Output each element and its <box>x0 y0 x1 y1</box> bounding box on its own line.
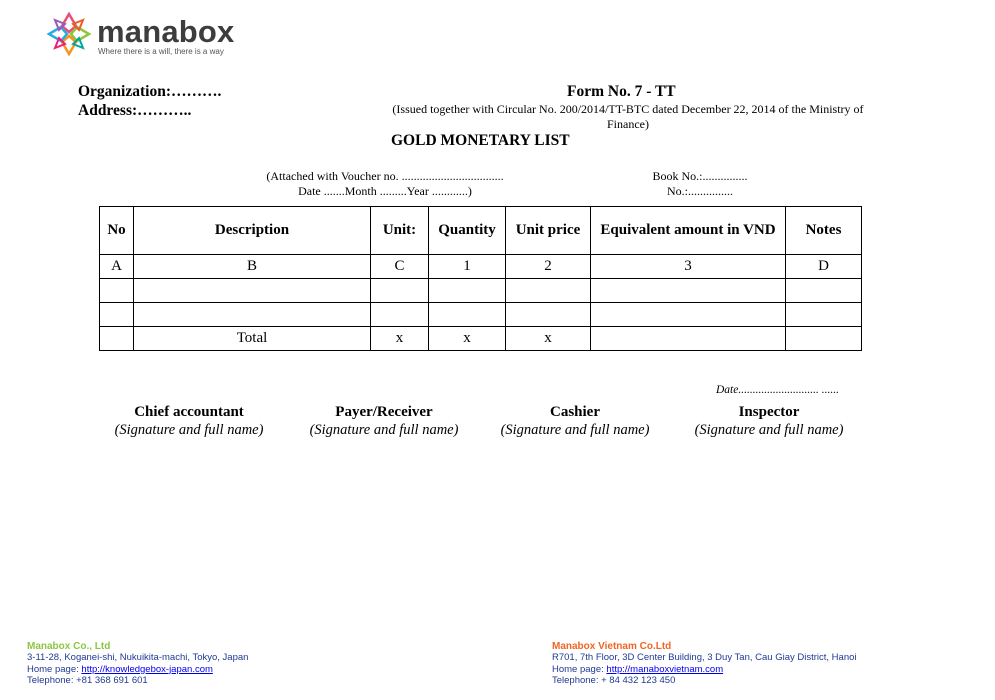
organization-label: Organization:………. <box>78 83 222 100</box>
table-cell <box>134 279 371 303</box>
logo-brand: manabox <box>97 14 235 49</box>
signature-cashier <box>475 403 675 440</box>
voucher-line-2: Date .......Month .........Year ............) <box>298 184 472 198</box>
code-cell: D <box>786 255 862 279</box>
table-row <box>100 279 862 303</box>
table-cell <box>371 279 429 303</box>
document-no: No.:............... <box>667 184 733 198</box>
table-cell <box>506 279 591 303</box>
total-cell: x <box>371 327 429 351</box>
code-cell: 2 <box>506 255 591 279</box>
header-equivalent-amount: Equivalent amount in VND <box>591 207 786 255</box>
header-quantity: Quantity <box>429 207 506 255</box>
footer-left-telephone: Telephone: +81 368 691 601 <box>27 674 148 686</box>
signature-note: (Signature and full name) <box>309 422 459 438</box>
signature-role: Inspector <box>738 404 800 420</box>
code-cell: A <box>100 255 134 279</box>
table-cell <box>134 303 371 327</box>
total-cell: x <box>429 327 506 351</box>
table-cell <box>100 279 134 303</box>
table-cell <box>786 279 862 303</box>
voucher-line-1: (Attached with Voucher no. .................................. <box>266 169 504 183</box>
total-label: Total <box>134 327 371 351</box>
signature-role: Chief accountant <box>134 404 244 420</box>
table-header-row <box>100 207 862 255</box>
signature-note: (Signature and full name) <box>500 422 650 438</box>
total-cell: x <box>506 327 591 351</box>
code-cell: 3 <box>591 255 786 279</box>
footer-left-address: 3-11-28, Koganei-shi, Nukuikita-machi, Tokyo, Japan <box>27 652 249 664</box>
table-cell <box>786 303 862 327</box>
book-number-block <box>600 169 800 199</box>
total-cell <box>591 327 786 351</box>
homepage-label: Home page: <box>27 663 82 675</box>
code-cell: C <box>371 255 429 279</box>
header-unit-price: Unit price <box>506 207 591 255</box>
logo-tagline: Where there is a will, there is a way <box>98 47 224 56</box>
table-cell <box>591 279 786 303</box>
signature-chief-accountant <box>89 403 289 440</box>
total-cell <box>786 327 862 351</box>
table-cell <box>429 279 506 303</box>
footer-right <box>552 641 857 686</box>
signature-inspector <box>669 403 869 440</box>
header-description: Description <box>134 207 371 255</box>
issued-note: (Issued together with Circular No. 200/2014/TT-BTC dated December 22, 2014 of the Ministry of Finance) <box>392 102 864 131</box>
footer-left <box>27 641 248 686</box>
manabox-logo-icon <box>45 12 93 56</box>
homepage-label: Home page: <box>552 663 607 675</box>
date-line: Date............................ ...... <box>716 384 839 396</box>
table-code-row <box>100 255 862 279</box>
footer-left-homepage <box>27 664 248 675</box>
total-cell <box>100 327 134 351</box>
table-cell <box>506 303 591 327</box>
signature-payer-receiver <box>284 403 484 440</box>
signature-note: (Signature and full name) <box>114 422 264 438</box>
manabox-logo <box>45 12 245 58</box>
footer-left-company: Manabox Co., Ltd <box>27 641 111 652</box>
table-cell <box>371 303 429 327</box>
table-cell <box>429 303 506 327</box>
table-cell <box>591 303 786 327</box>
signature-note: (Signature and full name) <box>694 422 844 438</box>
footer-left-homepage-link[interactable]: http://knowledgebox-japan.com <box>81 663 213 675</box>
header-notes: Notes <box>786 207 862 255</box>
signature-role: Cashier <box>550 404 600 420</box>
table-total-row <box>100 327 862 351</box>
signature-role: Payer/Receiver <box>335 404 433 420</box>
footer-right-homepage <box>552 664 857 675</box>
gold-monetary-table <box>99 206 862 351</box>
address-label: Address:……….. <box>78 102 192 119</box>
footer-right-company: Manabox Vietnam Co.Ltd <box>552 641 672 652</box>
footer-right-telephone: Telephone: + 84 432 123 450 <box>552 674 676 686</box>
voucher-attachment <box>225 169 545 199</box>
header-unit: Unit: <box>371 207 429 255</box>
code-cell: B <box>134 255 371 279</box>
table-row <box>100 303 862 327</box>
header-no: No <box>100 207 134 255</box>
form-number: Form No. 7 - TT <box>567 83 676 100</box>
footer-right-homepage-link[interactable]: http://manaboxvietnam.com <box>606 663 724 675</box>
code-cell: 1 <box>429 255 506 279</box>
table-cell <box>100 303 134 327</box>
document-title: GOLD MONETARY LIST <box>391 132 570 149</box>
book-no: Book No.:............... <box>652 169 748 183</box>
footer-right-address: R701, 7th Floor, 3D Center Building, 3 Duy Tan, Cau Giay District, Hanoi <box>552 652 857 664</box>
